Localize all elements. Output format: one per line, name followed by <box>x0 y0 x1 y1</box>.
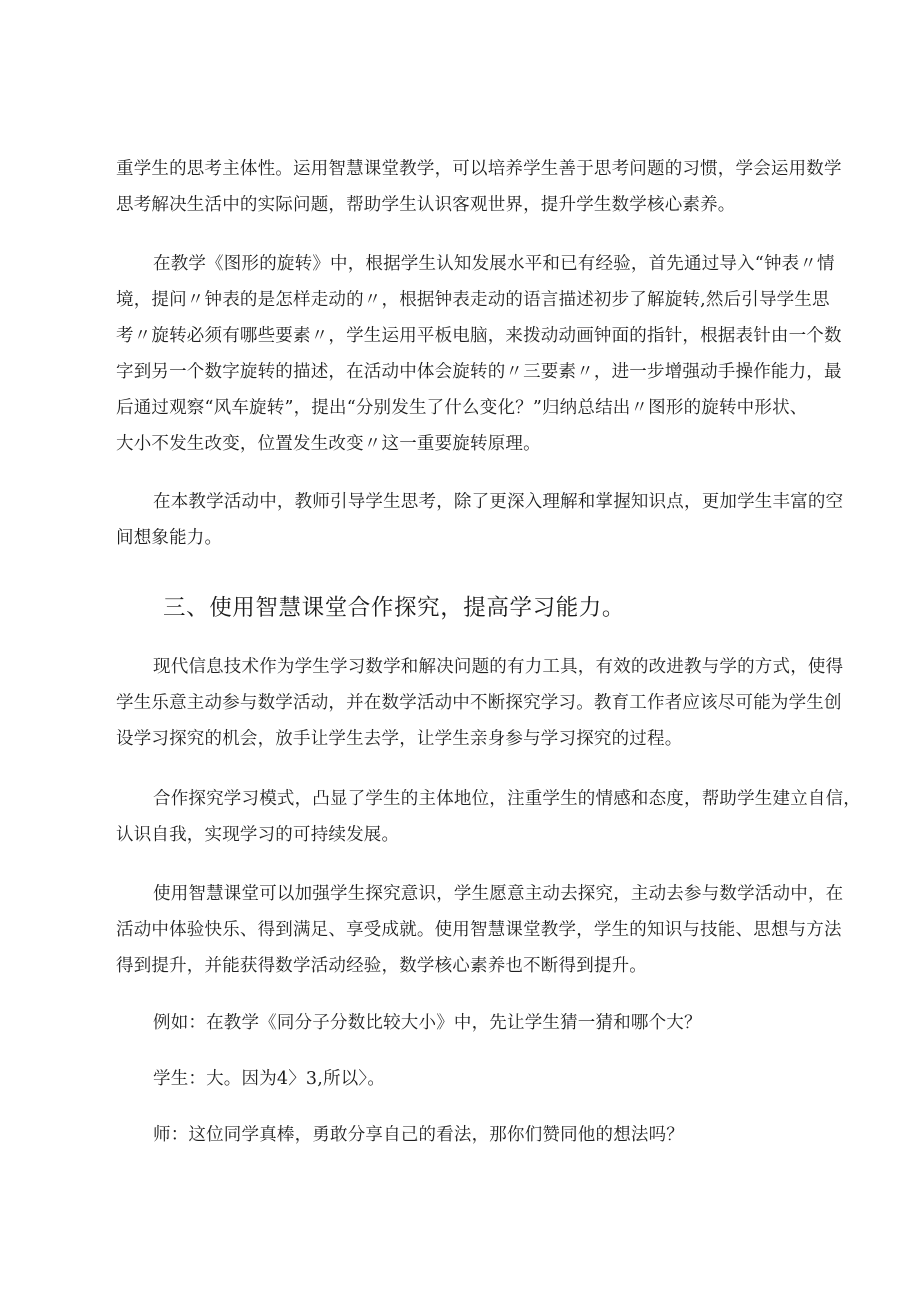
paragraph-cooperative-mode <box>116 781 861 853</box>
text-line: 在本教学活动中，教师引导学生思考，除了更深入理解和掌握知识点，更加学生丰富的空 <box>153 492 844 512</box>
text-line: 重学生的思考主体性。运用智慧课堂教学，可以培养学生善于思考问题的习惯，学会运用数学 <box>116 159 842 179</box>
text-line: 间想象能力。 <box>116 528 223 548</box>
text-line: 现代信息技术作为学生学习数学和解决问题的有力工具，有效的改进教与学的方式，使得 <box>153 657 844 677</box>
text-line: 学生乐意主动参与数学活动，并在数学活动中不断探究学习。教育工作者应该尽可能为学生创 <box>116 693 842 713</box>
text-line: 认识自我，实现学习的可持续发展。 <box>116 825 400 845</box>
text-line: 后通过观察“风车旋转”，提出“分别发生了什么变化？”归纳总结出〃图形的旋转中形状、 <box>116 398 808 418</box>
text-line: 境，提问〃钟表的是怎样走动的〃，根据钟表走动的语言描述初步了解旋转,然后引导学生思 <box>116 290 830 310</box>
text-line: 合作探究学习模式，凸显了学生的主体地位，注重学生的情感和态度，帮助学生建立自信， <box>153 789 861 809</box>
text-line: 大小不发生改变，位置发生改变〃这一重要旋转原理。 <box>116 434 541 454</box>
text-line: 考〃旋转必须有哪些要素〃，学生运用平板电脑，来拨动动画钟面的指针，根据表针由一个数 <box>116 326 842 346</box>
text-line: 师：这位同学真棒，勇敢分享自己的看法，那你们赞同他的想法吗？ <box>153 1125 684 1145</box>
text-line: 活动中体验快乐、得到满足、享受成就。使用智慧课堂教学，学生的知识与技能、思想与方法 <box>116 920 842 940</box>
text-line: 学生：大。因为4〉3,所以〉。 <box>153 1069 386 1089</box>
text-line: 例如：在教学《同分子分数比较大小》中，先让学生猜一猜和哪个大？ <box>153 1013 702 1033</box>
text-line: 字到另一个数字旋转的描述，在活动中体会旋转的〃三要素〃，进一步增强动手操作能力，最 <box>116 362 842 382</box>
paragraph-summary <box>116 484 844 556</box>
paragraph-rotation-lesson <box>116 246 842 462</box>
text-line: 得到提升，并能获得数学活动经验，数学核心素养也不断得到提升。 <box>116 956 647 976</box>
section-heading: 三、使用智慧课堂合作探究，提高学习能力。 <box>163 595 626 621</box>
paragraph-continuation <box>116 151 842 223</box>
text-line: 设学习探究的机会，放手让学生去学，让学生亲身参与学习探究的过程。 <box>116 729 683 749</box>
paragraph-smart-classroom <box>116 876 844 984</box>
text-line: 在教学《图形的旋转》中，根据学生认知发展水平和已有经验，首先通过导入“钟表〃情 <box>153 254 835 274</box>
paragraph-teacher-response <box>116 1117 816 1153</box>
paragraph-example <box>116 1005 816 1041</box>
paragraph-student-answer <box>116 1061 816 1097</box>
text-line: 思考解决生活中的实际问题，帮助学生认识客观世界，提升学生数学核心素养。 <box>116 195 736 215</box>
paragraph-info-tech <box>116 649 844 757</box>
text-line: 使用智慧课堂可以加强学生探究意识，学生愿意主动去探究，主动去参与数学活动中，在 <box>153 884 844 904</box>
